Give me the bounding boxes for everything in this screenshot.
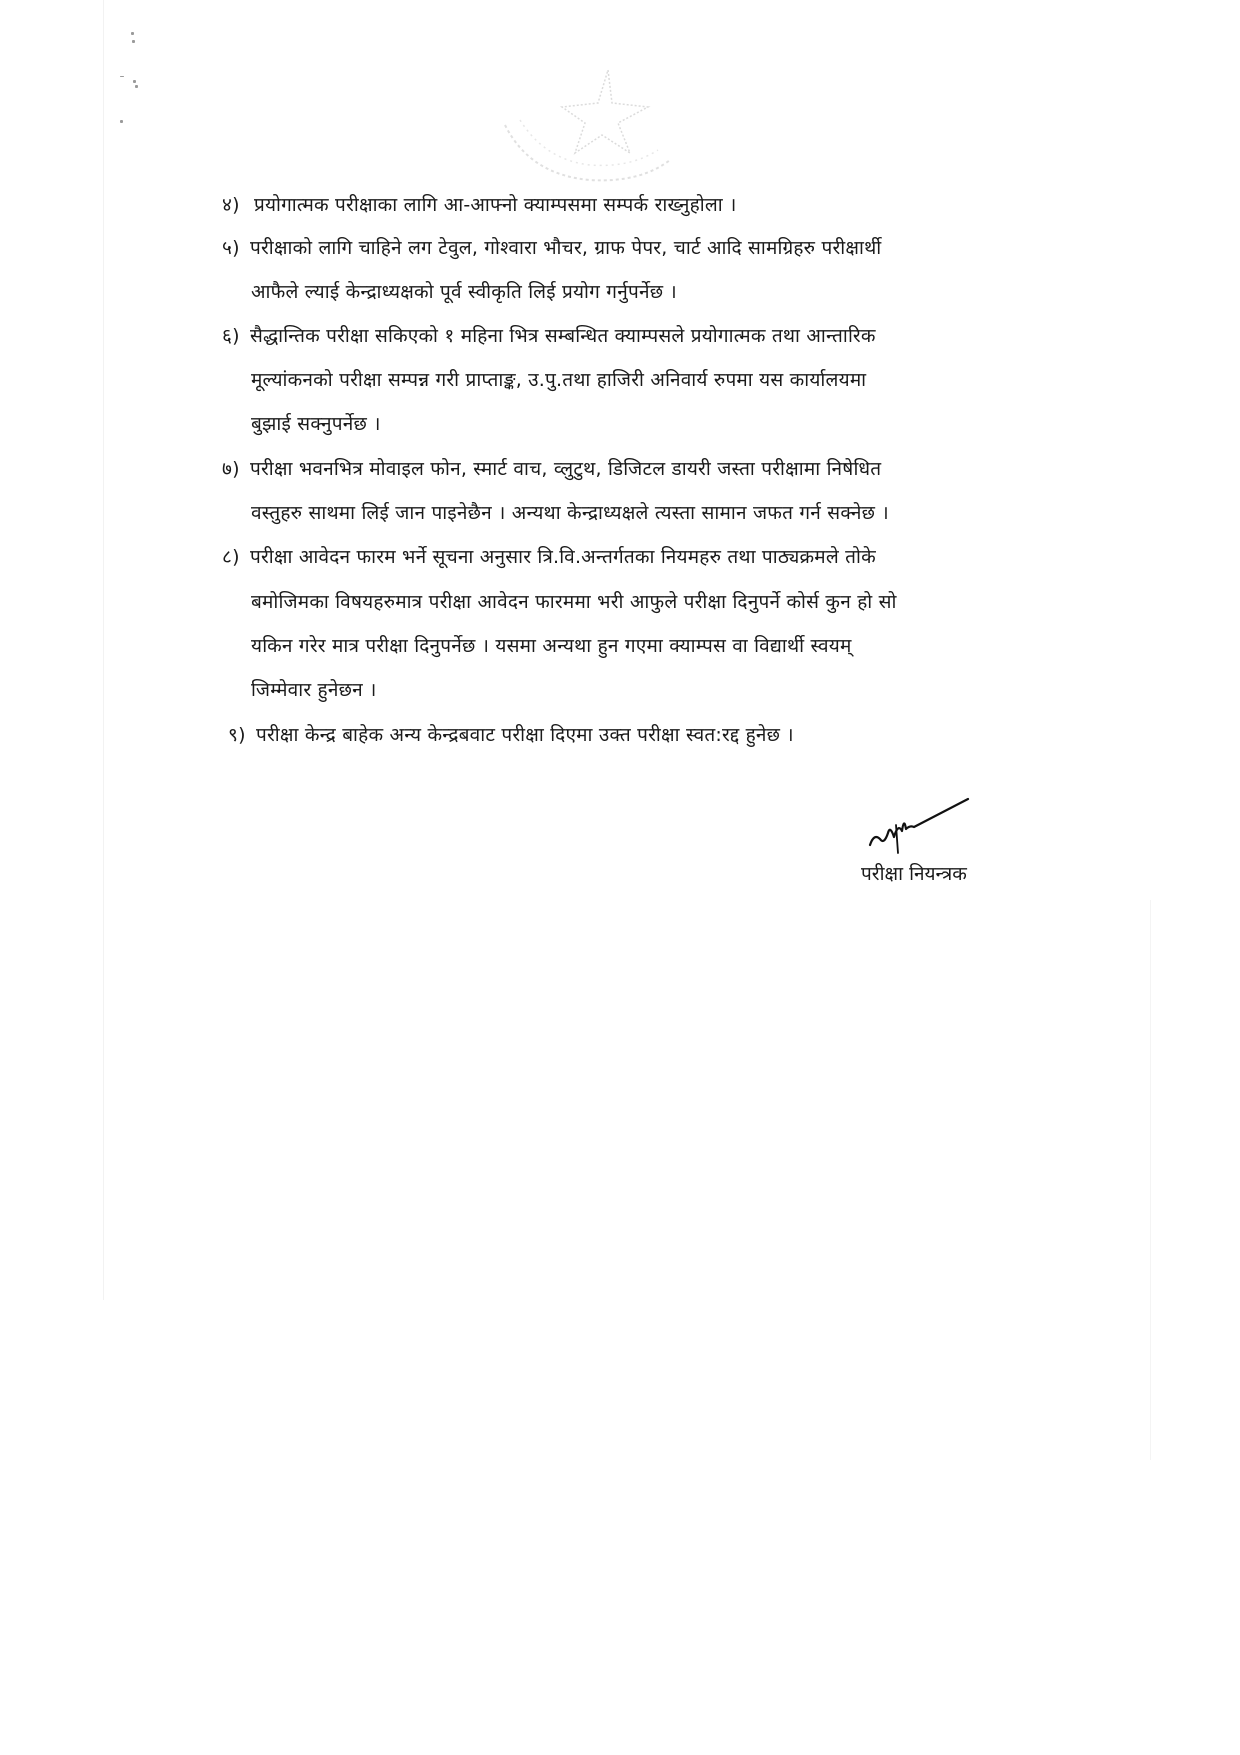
signatory-title: परीक्षा नियन्त्रक: [861, 863, 967, 885]
item-number: ८): [222, 546, 240, 568]
item-8-line-4: जिम्मेवार हुनेछन ।: [251, 679, 377, 701]
item-text: परीक्षा केन्द्र बाहेक अन्य केन्द्रबवाट परीक्षा दिएमा उक्त परीक्षा स्वत:रद्द हुनेछ ।: [255, 724, 794, 746]
item-text: परीक्षा आवेदन फारम भर्ने सूचना अनुसार त्रि.वि.अन्तर्गतका नियमहरु तथा पाठ्यक्रमले तोके: [249, 546, 876, 568]
university-seal-stamp-icon: [490, 65, 680, 190]
item-7-line-2: वस्तुहरु साथमा लिई जान पाइनेछैन । अन्यथा केन्द्राध्यक्षले त्यस्ता सामान जफत गर्न सक्नेछ ।: [251, 502, 889, 524]
item-text: परीक्षाको लागि चाहिने लग टेवुल, गोश्वारा भौचर, ग्राफ पेपर, चार्ट आदि सामग्रिहरु परीक्षार्थी: [249, 237, 882, 259]
notice-item-4: [222, 195, 737, 215]
item-text: परीक्षा भवनभित्र मोवाइल फोन, स्मार्ट वाच, व्लुटुथ, डिजिटल डायरी जस्ता परीक्षामा निषेधित: [249, 458, 882, 480]
item-number: ४): [222, 194, 240, 216]
item-text: सैद्धान्तिक परीक्षा सकिएको १ महिना भित्र सम्बन्धित क्याम्पसले प्रयोगात्मक तथा आन्तारिक: [249, 325, 876, 347]
item-number: ९): [228, 724, 246, 746]
item-6-line-3: बुझाई सक्नुपर्नेछ ।: [251, 413, 381, 435]
item-number: ६): [222, 325, 240, 347]
scan-speck: [135, 85, 138, 88]
scan-speck: [132, 40, 135, 43]
item-5-line-2: आफैले ल्याई केन्द्राध्यक्षको पूर्व स्वीकृति लिई प्रयोग गर्नुपर्नेछ ।: [251, 281, 677, 303]
notice-item-8: [222, 547, 876, 567]
scan-margin-line: [103, 0, 104, 1300]
scan-edge-line: [1150, 900, 1151, 1460]
item-number: ७): [222, 458, 240, 480]
item-text: प्रयोगात्मक परीक्षाका लागि आ-आफ्नो क्याम्पसमा सम्पर्क राख्नुहोला ।: [253, 194, 737, 216]
signature-mark: [860, 795, 980, 855]
item-number: ५): [222, 237, 240, 259]
scan-speck: [133, 80, 136, 83]
scan-speck: [120, 120, 123, 123]
item-8-line-2: बमोजिमका विषयहरुमात्र परीक्षा आवेदन फारममा भरी आफुले परीक्षा दिनुपर्ने कोर्स कुन हो सो: [251, 591, 897, 613]
notice-item-6: [222, 326, 876, 346]
notice-item-5: [222, 238, 881, 258]
scan-speck: [131, 32, 134, 35]
scan-speck: [120, 76, 124, 77]
notice-item-9: [228, 725, 794, 745]
item-6-line-2: मूल्यांकनको परीक्षा सम्पन्न गरी प्राप्ताङ्क, उ.पु.तथा हाजिरी अनिवार्य रुपमा यस कार्यालयमा: [251, 369, 867, 391]
notice-item-7: [222, 459, 881, 479]
item-8-line-3: यकिन गरेर मात्र परीक्षा दिनुपर्नेछ । यसमा अन्यथा हुन गएमा क्याम्पस वा विद्यार्थी स्वयम्: [251, 635, 852, 657]
